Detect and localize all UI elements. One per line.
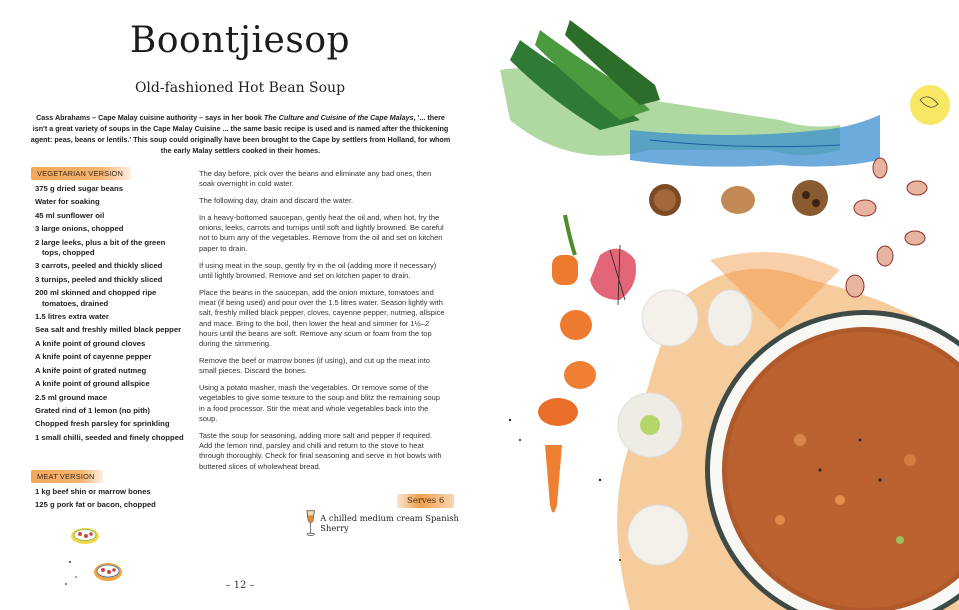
method-paragraph: In a heavy-bottomed saucepan, gently heat the oil and, when hot, fry the onions, leeks, carrots and turnips until soft and lightly browned. Be careful not to burn any of the vegetables. Remove from the oil and set on kitchen paper to drain.	[199, 212, 444, 253]
soup-photo-illustration	[480, 0, 959, 610]
meat-heading: MEAT VERSION	[31, 470, 103, 483]
method-paragraph: If using meat in the soup, gently fry in the oil (adding more if necessary) until lightly browned. Remove and set on kitchen paper to drain.	[199, 260, 437, 280]
method-paragraph: Taste the soup for seasoning, adding more salt and pepper if required. Add the lemon rind, parsley and chilli and return to the stove to heat through thoroughly. Check for final seasoning and serve in hot bowls with buttered slices of wholewheat bread.	[199, 430, 442, 471]
ingredient-item: A knife point of ground allspice	[35, 379, 150, 389]
recipe-subtitle: Old-fashioned Hot Bean Soup	[134, 80, 346, 96]
leek-illustration	[500, 20, 880, 167]
turnip	[642, 290, 698, 346]
ingredient-item: 3 turnips, peeled and thickly sliced	[35, 274, 163, 284]
ingredient-item: 45 ml sunflower oil	[35, 210, 105, 220]
carrot-illustration	[538, 215, 596, 513]
ingredient-item: 3 large onions, chopped	[35, 224, 124, 234]
ingredient-item: A knife point of ground cloves	[35, 338, 146, 348]
recipe-title: Boontjiesop	[129, 20, 351, 61]
ingredient-item: Chopped fresh parsley for sprinkling	[35, 419, 170, 429]
intro-part2: , '... there isn't a great variety of soups in the Cape Malay Cuisine ... the same basic recipe is used and is named after the thickening agent: peas, beans or lentils.' This soup could originally have been brought to the Cape by settlers from Holland, for whom the early Malay settlers cooked in their homes.	[30, 113, 451, 155]
sherry-glass-icon	[305, 508, 316, 538]
method-paragraph: Place the beans in the saucepan, add the onion mixture, tomatoes and meat (if being used) and pour over the 1.5 litres water. Season lightly with salt, freshly milled black pepper, cloves, cayenne pepper, nutmeg, allspice and mace. Bring to the boil, then lower the heat and simmer for 1½–2 hours until the beans are soft. Remove any scum or foam from the top during the simmering.	[199, 287, 445, 349]
method-text	[199, 169, 447, 478]
method-paragraph: Using a potato masher, mash the vegetables. Or remove some of the vegetables to give some texture to the soup and blitz the remaining soup in a food processor. Stir the meat and whole vegetables back into the soup.	[199, 383, 440, 423]
bean	[854, 200, 876, 216]
ingredient-item: 1 kg beef shin or marrow bones	[35, 487, 151, 496]
vegetarian-heading: VEGETARIAN VERSION	[31, 167, 131, 180]
yellow-spice	[910, 85, 950, 125]
method-paragraph: Remove the beef or marrow bones (if using), and cut up the meat into small pieces. Discard the bones.	[199, 355, 430, 376]
wine-pairing-text: A chilled medium cream Spanish Sherry	[320, 513, 459, 533]
method-paragraph: The following day, drain and discard the water.	[199, 196, 354, 206]
ingredient-item: 2 large leeks, plus a bit of the green tops, chopped	[35, 237, 166, 258]
method-paragraph: The day before, pick over the beans and eliminate any bad ones, then soak overnight in cold water.	[199, 169, 432, 189]
page-number: – 12 –	[225, 580, 255, 591]
wine-pairing	[305, 508, 480, 538]
ingredient-item: 200 ml skinned and chopped ripe tomatoes, drained	[35, 288, 157, 308]
ingredient-item: 375 g dried sugar beans	[35, 184, 124, 193]
clove-pile	[721, 186, 755, 214]
meat-ingredients	[35, 487, 185, 514]
ingredient-item: A knife point of cayenne pepper	[35, 352, 152, 362]
intro-part1: Cass Abrahams – Cape Malay cuisine authority – says in her book	[36, 113, 264, 122]
ingredient-item: Water for soaking	[35, 197, 100, 207]
ingredient-item: 1 small chilli, seeded and finely chopped	[35, 432, 184, 442]
vegetarian-ingredients	[35, 184, 185, 446]
allspice-pile	[792, 180, 828, 216]
ingredient-item: 3 carrots, peeled and thickly sliced	[35, 261, 163, 271]
chili-splash	[590, 249, 636, 300]
ingredient-item: 2.5 ml ground mace	[35, 392, 108, 402]
ingredient-item: 125 g pork fat or bacon, chopped	[35, 500, 156, 510]
right-page-illustration	[480, 0, 959, 610]
ingredient-item: A knife point of grated nutmeg	[35, 365, 147, 375]
ingredient-item: Grated rind of 1 lemon (no pith)	[35, 405, 150, 415]
serves-label: Serves 6	[397, 494, 454, 508]
ingredient-item: 1.5 litres extra water	[35, 312, 109, 322]
ingredient-item: Sea salt and freshly milled black pepper	[35, 325, 182, 335]
recipe-intro	[28, 112, 453, 156]
intro-book-title: The Culture and Cuisine of the Cape Malays	[263, 113, 414, 122]
